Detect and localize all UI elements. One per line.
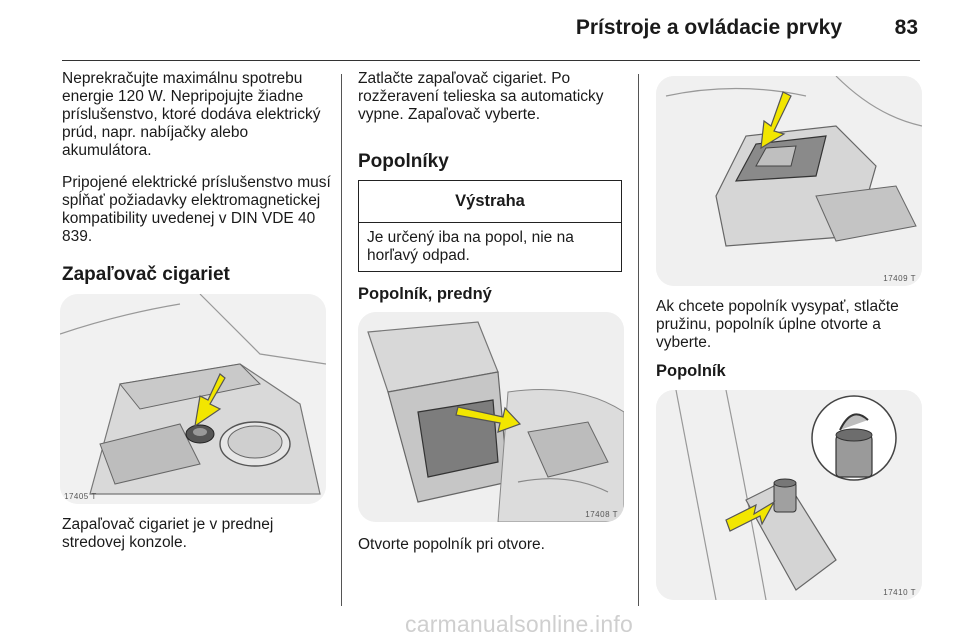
lighter-usage-paragraph: Zatlačte zapaľovač cigariet. Po rozžeravení telieska sa automaticky vypne. Zapaľovač vyberte.	[358, 70, 604, 123]
rear-ashtray-illustration	[656, 390, 922, 600]
header-rule	[62, 60, 920, 61]
cigarette-lighter-heading: Zapaľovač cigariet	[62, 264, 230, 285]
ashtray-empty-paragraph: Ak chcete popolník vysypať, stlačte pružinu, popolník úplne otvorte a vyberte.	[656, 298, 899, 351]
front-ashtray-caption: Otvorte popolník pri otvore.	[358, 536, 545, 553]
cigarette-lighter-illustration	[60, 294, 326, 504]
column-divider-1	[341, 74, 342, 606]
front-ashtray-figure	[358, 312, 624, 522]
warning-title: Výstraha	[359, 181, 621, 223]
page-header	[0, 0, 960, 62]
warning-text: Je určený iba na popol, nie na horľavý odpad.	[367, 229, 574, 264]
figure-code-17409: 17409 T	[883, 274, 916, 283]
figure-code-17405: 17405 T	[64, 492, 97, 501]
figure-code-17410: 17410 T	[883, 588, 916, 597]
rear-ashtray-figure	[656, 390, 922, 600]
cigarette-lighter-caption: Zapaľovač cigariet je v prednej stredovej konzole.	[62, 516, 274, 551]
figure-code-17408: 17408 T	[585, 510, 618, 519]
cigarette-lighter-figure	[60, 294, 326, 504]
page-title: Prístroje a ovládacie prvky	[575, 16, 842, 39]
watermark: carmanualsonline.info	[405, 611, 633, 637]
ashtray-removal-figure	[656, 76, 922, 286]
ashtray-removal-illustration	[656, 76, 922, 286]
column-divider-2	[638, 74, 639, 606]
front-ashtray-illustration	[358, 312, 624, 522]
warning-box	[358, 180, 622, 272]
emc-paragraph: Pripojené elektrické príslušenstvo musí spĺňať požiadavky elektromagnetickej kompatibility uvedenej v DIN VDE 40 839.	[62, 174, 331, 245]
power-limit-paragraph: Neprekračujte maximálnu spotrebu energie 120 W. Nepripojujte žiadne príslušenstvo, ktoré dodáva elektrický prúd, napr. nabíjačky alebo akumulátora.	[62, 70, 321, 159]
ashtray-heading: Popolník	[656, 362, 726, 380]
ashtrays-heading: Popolníky	[358, 151, 449, 172]
front-ashtray-heading: Popolník, predný	[358, 285, 492, 303]
page-number: 83	[894, 16, 918, 39]
